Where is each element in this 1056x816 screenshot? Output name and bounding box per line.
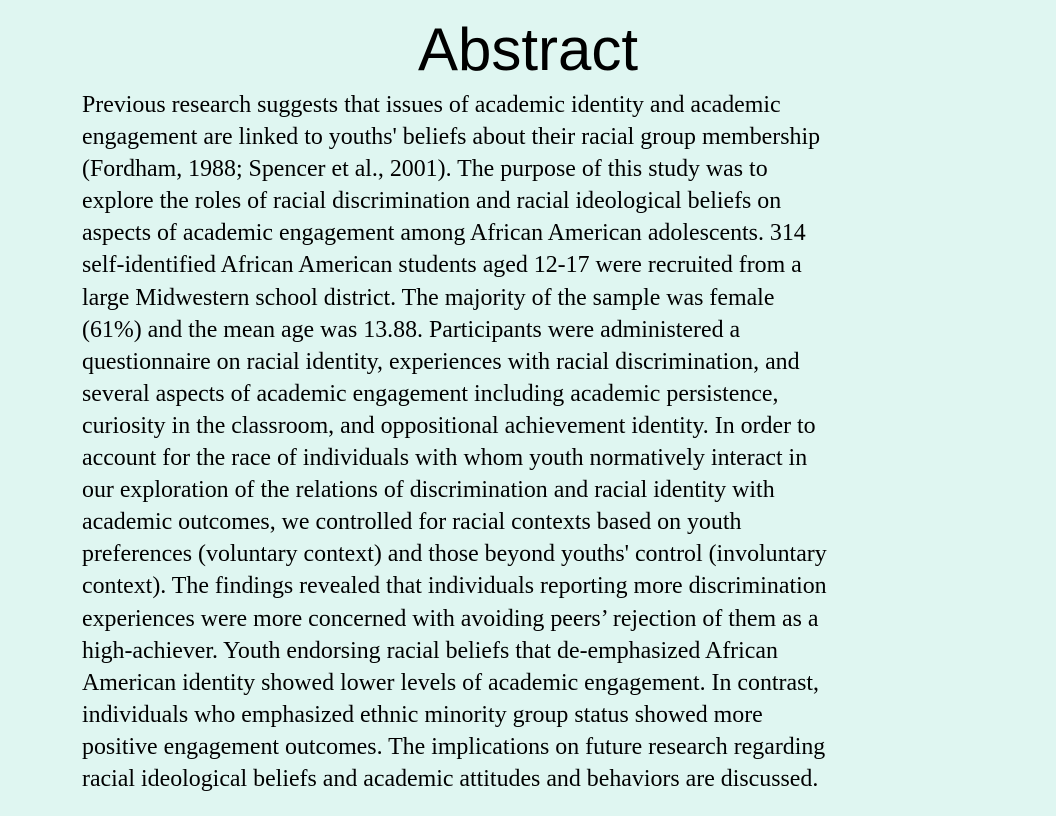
abstract-line: (Fordham, 1988; Spencer et al., 2001). The purpose of this study was to <box>82 156 768 183</box>
abstract-line: aspects of academic engagement among African American adolescents. 314 <box>82 220 806 247</box>
abstract-line: high-achiever. Youth endorsing racial beliefs that de-emphasized African <box>82 637 778 664</box>
abstract-line: racial ideological beliefs and academic attitudes and behaviors are discussed. <box>82 765 819 792</box>
abstract-line: our exploration of the relations of discrimination and racial identity with <box>82 477 775 504</box>
abstract-text <box>82 89 1007 795</box>
abstract-line: Previous research suggests that issues of academic identity and academic <box>82 92 781 118</box>
abstract-line: (61%) and the mean age was 13.88. Participants were administered a <box>82 316 741 343</box>
abstract-line: account for the race of individuals with whom youth normatively interact in <box>82 445 808 472</box>
abstract-line: self-identified African American students aged 12-17 were recruited from a <box>82 252 802 279</box>
abstract-line: questionnaire on racial identity, experiences with racial discrimination, and <box>82 348 800 375</box>
abstract-line: explore the roles of racial discrimination and racial ideological beliefs on <box>82 188 782 215</box>
abstract-line: academic outcomes, we controlled for racial contexts based on youth <box>82 509 742 536</box>
abstract-line: engagement are linked to youths' beliefs about their racial group membership <box>82 124 821 151</box>
abstract-line: curiosity in the classroom, and oppositional achievement identity. In order to <box>82 412 816 439</box>
abstract-line: large Midwestern school district. The majority of the sample was female <box>82 284 775 311</box>
abstract-line: several aspects of academic engagement including academic persistence, <box>82 380 779 407</box>
slide-title: Abstract <box>417 16 639 83</box>
abstract-line: preferences (voluntary context) and those beyond youths' control (involuntary <box>82 541 827 568</box>
abstract-line: positive engagement outcomes. The implications on future research regarding <box>82 733 826 760</box>
abstract-line: experiences were more concerned with avoiding peers’ rejection of them as a <box>82 605 819 632</box>
abstract-line: context). The findings revealed that individuals reporting more discrimination <box>82 573 827 600</box>
abstract-line: American identity showed lower levels of academic engagement. In contrast, <box>82 669 820 696</box>
abstract-line: individuals who emphasized ethnic minority group status showed more <box>82 701 763 728</box>
